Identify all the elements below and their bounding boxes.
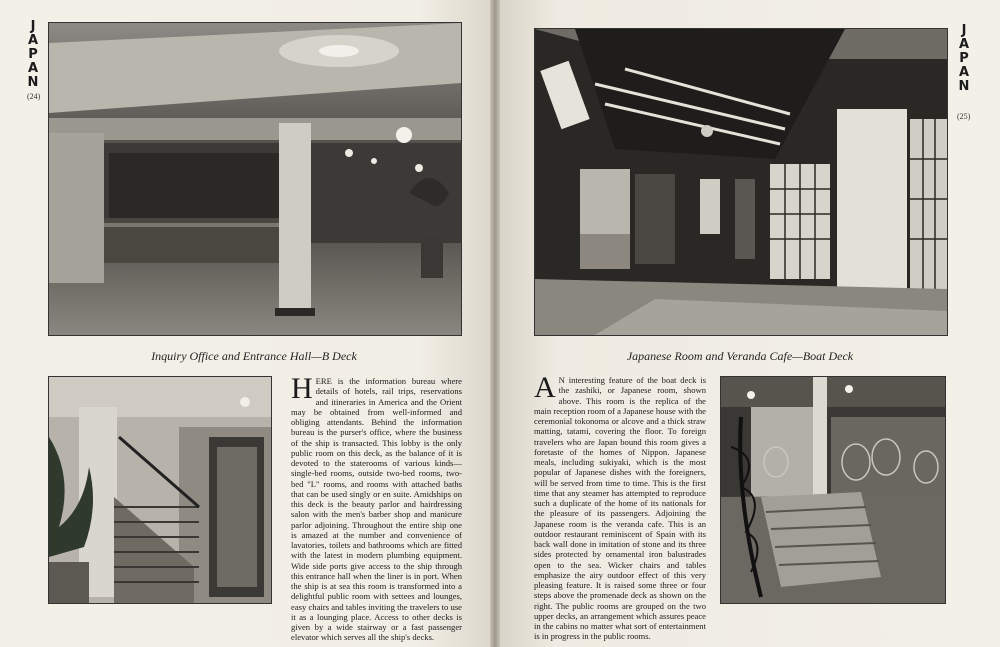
article-entrance-hall	[291, 372, 462, 643]
title-letter: P	[28, 47, 38, 62]
lead-word: ERE	[315, 376, 332, 386]
staircase-image	[49, 377, 271, 603]
photo-japanese-room	[534, 28, 948, 336]
article-text: interesting feature of the boat deck is the zashiki, or Japanese room, shown above. This room is the replica of the main reception room of a Japanese house with the ceremonial tokonoma or alcove and a thick straw matting, tatami, covering the floor. To foreign travelers who are Japan bound this room gives a foretaste of the homes of Nippon. Japanese meals, including sukiyaki, which is the most popular of Japanese dishes with the foreigners, will be served from time to time. This is the first time that any steamer has attempted to reproduce such a duplicate of the home of its nationals for the pleasure of its passengers. Adjoining the Japanese room is the veranda cafe. This is an outdoor restaurant reminiscent of Spain with its back wall done in imitation of stone and its three sides protected by ornamental iron balustrades open to the sea. Wicker chairs and tables emphasize the airy outdoor effect of this very pleasing feature. It is raised some three or four steps above the promenade deck as shown on the right. The public rooms are grouped on the two upper decks, an arrangement which assures peace in the cabins no matter what sort of entertainment is in progress in the public rooms.	[534, 375, 706, 642]
article-text: is the information bureau where details of hotels, rail trips, reservations and itineraries in America and the Orient may be obtained from well-informed and obliging attendants. Behind the information bureau is the purser's office, where the business of the ship is transacted. This lobby is the only public room on this deck, as the balance of it is devoted to the staterooms of various kinds—single-bed rooms, outside two-bed rooms, two-bed "L" rooms, and rooms with attached baths that can be used singly or en suite. Amidships on this deck is the beauty parlor and hairdressing salon with the men's barber shop and manicure parlor adjoining. Throughout the entire ship one is amazed at the number and convenience of lavatories, toilets and bathrooms which are fitted with the latest in modern plumbing equipment. Wide side ports give access to the ship through this entrance hall when the liner is in port. When the ship is at sea this room is transformed into a delightful public room with settees and lounges, easy chairs and tables inviting the travelers to use it as a lounging place. Access to other decks is given by a wide stairway or a fast passenger elevator which serves all the ship's decks.	[291, 376, 462, 643]
title-letter: A	[27, 61, 39, 76]
caption-japanese-room: Japanese Room and Veranda Cafe—Boat Deck	[626, 349, 854, 363]
veranda-cafe-image	[721, 377, 945, 603]
running-title-left	[24, 20, 42, 90]
photo-veranda-cafe	[720, 376, 946, 604]
title-letter: N	[27, 75, 39, 90]
photo-staircase	[48, 376, 272, 604]
lead-word: N	[558, 375, 565, 385]
title-letter: J	[30, 19, 36, 34]
drop-cap: H	[291, 372, 313, 405]
page-number-right: (25)	[957, 112, 971, 121]
japanese-room-image	[535, 29, 947, 335]
caption-entrance-hall: Inquiry Office and Entrance Hall—B Deck	[151, 349, 357, 363]
title-letter: A	[958, 65, 970, 80]
title-letter: P	[959, 51, 969, 66]
drop-cap: A	[534, 371, 556, 404]
running-title-right	[955, 24, 973, 94]
photo-entrance-hall	[48, 22, 462, 336]
book-gutter	[490, 0, 500, 647]
page-number-left: (24)	[27, 92, 41, 101]
entrance-hall-image	[49, 23, 461, 335]
article-japanese-room	[534, 371, 706, 642]
title-letter: N	[958, 79, 970, 94]
title-letter: J	[961, 23, 967, 38]
title-letter: A	[958, 37, 970, 52]
title-letter: A	[27, 33, 39, 48]
